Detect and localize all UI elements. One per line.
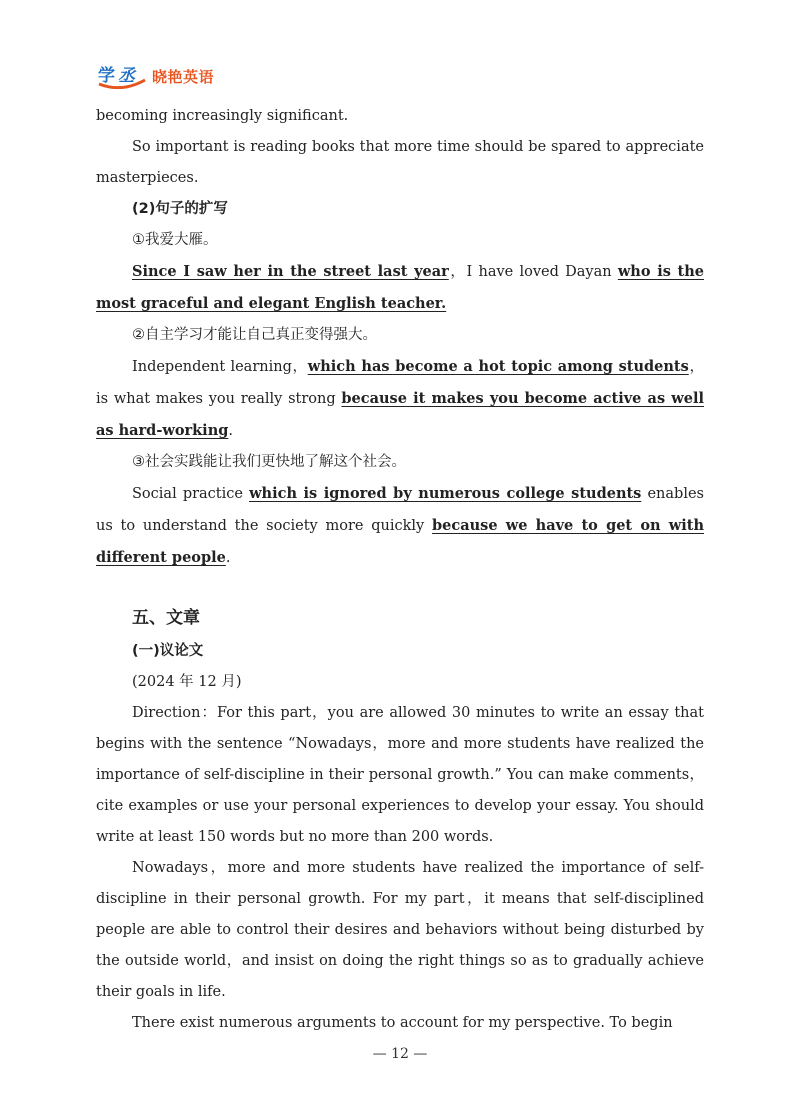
- item3-english: [96, 478, 704, 574]
- brand-logo: [96, 62, 214, 90]
- subsection-title: (一)议论文: [132, 643, 204, 659]
- essay-paragraph-2: There exist numerous arguments to account for my perspective. To begin: [132, 1015, 673, 1031]
- item3-chinese: ③社会实践能让我们更快地了解这个社会。: [132, 454, 406, 470]
- item1-english: [96, 256, 704, 320]
- example-sentence: So important is reading books that more time should be spared to appreciate masterpieces.: [96, 139, 704, 186]
- item1-chinese: ①我爱大雁。: [132, 232, 218, 248]
- item2-chinese: ②自主学习才能让自己真正变得强大。: [132, 327, 377, 343]
- item2-english: [96, 351, 704, 447]
- item1-bold-a: Since I saw her in the street last year: [132, 263, 449, 280]
- item3-bold-d: because we have to get on with different people: [96, 517, 704, 566]
- item3-bold-b: which is ignored by numerous college students: [249, 485, 642, 502]
- item2-text-e: .: [228, 423, 233, 439]
- item1-text-b: ，I have loved Dayan: [448, 264, 618, 280]
- section-title: 五、文章: [132, 608, 200, 628]
- svg-text:学: 学: [98, 66, 115, 86]
- item2-bold-b: which has become a hot topic among students: [307, 358, 689, 375]
- essay-paragraph-1: Nowadays，more and more students have realized the importance of self-discipline in their personal growth. For my part，it means that self-disciplined people are able to control their desires and behaviors without being disturbed by the outside world，and insist on doing the right things so as to gradually achieve their goals in life.: [96, 860, 704, 1000]
- paragraph-continuation: becoming increasingly significant.: [96, 108, 349, 124]
- svg-text:丞: 丞: [118, 66, 135, 86]
- document-body: [96, 101, 704, 1039]
- item3-text-c: enables us to understand the society more quickly: [96, 486, 704, 534]
- logo-text: 晓艳英语: [152, 67, 215, 86]
- item2-bold-d: because it makes you become active as well as hard-working: [96, 390, 705, 439]
- item1-bold-c: who is the most graceful and elegant English teacher.: [96, 263, 705, 312]
- item3-text-e: .: [225, 550, 231, 566]
- exam-date: (2024 年 12 月): [132, 674, 242, 690]
- item3-text-a: Social practice: [132, 486, 250, 502]
- item2-text-a: Independent learning，: [132, 359, 308, 375]
- xuebao-logo-icon: [96, 63, 148, 89]
- item2-text-c: ，is what makes you really strong: [96, 359, 705, 407]
- expand-heading: (2)句子的扩写: [132, 201, 228, 217]
- direction-text: Direction：For this part，you are allowed 30 minutes to write an essay that begins with the sentence “Nowadays，more and more students have realized the importance of self-discipline in their personal growth.” You can make comments，cite examples or use your personal experiences to develop your essay. You should write at least 150 words but no more than 200 words.: [96, 705, 704, 845]
- page-number: — 12 —: [372, 1046, 428, 1062]
